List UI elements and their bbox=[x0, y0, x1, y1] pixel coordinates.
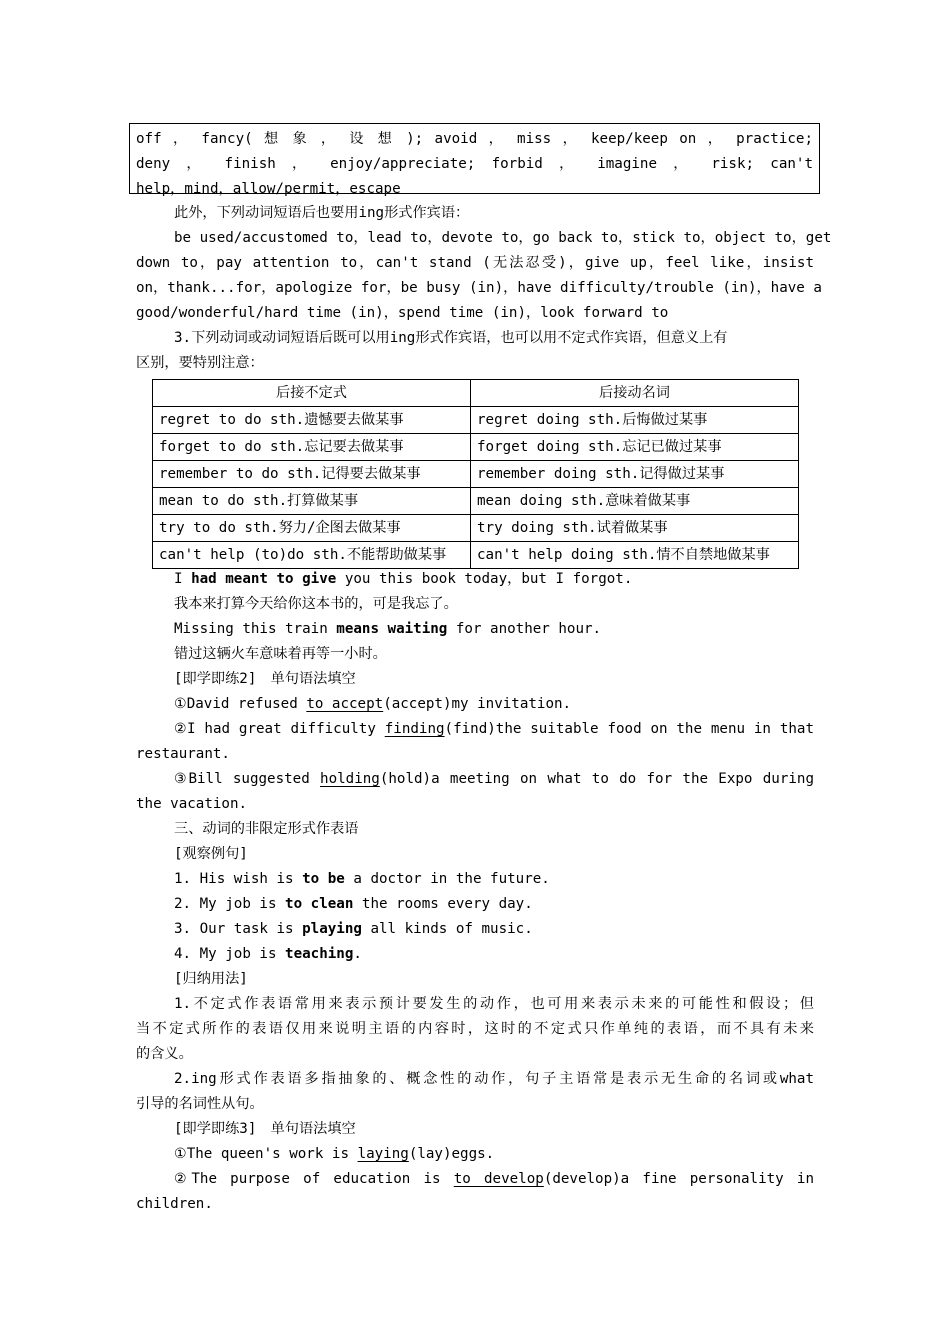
example-sentence: I had meant to give you this book today，but I forgot. bbox=[174, 571, 633, 587]
verb-list-box bbox=[129, 123, 820, 197]
verb-list-line: off ， fancy( 想 象 ， 设 想 ); avoid ， miss ， keep/keep on ， practice; bbox=[136, 131, 813, 147]
example-translation: 我本来打算今天给你这本书的，可是我忘了。 bbox=[174, 596, 458, 612]
table-cell: forget doing sth.忘记已做过某事 bbox=[471, 434, 799, 461]
table-cell: regret to do sth.遗憾要去做某事 bbox=[153, 407, 471, 434]
table-row bbox=[153, 461, 799, 488]
usage-line: 的含义。 bbox=[136, 1046, 193, 1062]
observe-sentence: 3. Our task is playing all kinds of music. bbox=[174, 921, 533, 937]
table-cell: can't help (to)do sth.不能帮助做某事 bbox=[153, 542, 471, 569]
section-3-title: 三、动词的非限定形式作表语 bbox=[174, 821, 359, 837]
verb-list-line: help，mind，allow/permit，escape bbox=[136, 181, 401, 197]
answer-blank: to accept bbox=[306, 696, 384, 712]
observe-sentence: 4. My job is teaching. bbox=[174, 946, 362, 962]
example-sentence: Missing this train means waiting for another hour. bbox=[174, 621, 602, 637]
usage-line: 当不定式所作的表语仅用来说明主语的内容时，这时的不定式只作单纯的表语，而不具有未来 bbox=[136, 1021, 814, 1037]
table-cell: mean doing sth.意味着做某事 bbox=[471, 488, 799, 515]
practice-3-title: [即学即练3] 单句语法填空 bbox=[174, 1121, 356, 1137]
practice-question: ②The purpose of education is to develop(develop)a fine personality in bbox=[174, 1171, 814, 1187]
table-cell: can't help doing sth.情不自禁地做某事 bbox=[471, 542, 799, 569]
answer-blank: to develop bbox=[453, 1171, 544, 1187]
phrase-line: be used/accustomed to，lead to，devote to，go back to，stick to，object to，get bbox=[174, 230, 832, 246]
practice-question-cont: restaurant. bbox=[136, 746, 230, 762]
phrases-intro: 此外，下列动词短语后也要用ing形式作宾语： bbox=[174, 205, 470, 221]
phrase-line: on，thank...for，apologize for，be busy (in)，have difficulty/trouble (in)，have a bbox=[136, 280, 822, 296]
table-row bbox=[153, 434, 799, 461]
table-cell: remember to do sth.记得要去做某事 bbox=[153, 461, 471, 488]
phrase-line: good/wonderful/hard time (in)，spend time (in)，look forward to bbox=[136, 305, 669, 321]
point-3-line: 3.下列动词或动词短语后既可以用ing形式作宾语，也可以用不定式作宾语，但意义上有 bbox=[174, 330, 728, 346]
table-header: 后接动名词 bbox=[471, 380, 799, 407]
practice-question: ②I had great difficulty finding(find)the suitable food on the menu in that bbox=[174, 721, 814, 737]
table-cell: forget to do sth.忘记要去做某事 bbox=[153, 434, 471, 461]
example-translation: 错过这辆火车意味着再等一小时。 bbox=[174, 646, 387, 662]
answer-blank: finding bbox=[384, 721, 445, 737]
answer-blank: laying bbox=[357, 1146, 409, 1162]
infinitive-gerund-table bbox=[152, 379, 799, 569]
usage-line: 引导的名词性从句。 bbox=[136, 1096, 264, 1112]
practice-question: ①David refused to accept(accept)my invitation. bbox=[174, 696, 572, 712]
table-cell: regret doing sth.后悔做过某事 bbox=[471, 407, 799, 434]
verb-list-line: deny ， finish ， enjoy/appreciate; forbid ， imagine ， risk; can't bbox=[136, 156, 813, 172]
summary-heading: [归纳用法] bbox=[174, 971, 248, 987]
table-header: 后接不定式 bbox=[153, 380, 471, 407]
table-row bbox=[153, 407, 799, 434]
practice-question-cont: the vacation. bbox=[136, 796, 248, 812]
usage-line: 2.ing形式作表语多指抽象的、概念性的动作，句子主语常是表示无生命的名词或what bbox=[174, 1071, 814, 1087]
phrase-line: down to，pay attention to，can't stand (无法忍受)，give up，feel like，insist bbox=[136, 255, 814, 271]
practice-question-cont: children. bbox=[136, 1196, 213, 1212]
usage-line: 1.不定式作表语常用来表示预计要发生的动作，也可用来表示未来的可能性和假设；但 bbox=[174, 996, 814, 1012]
table-cell: mean to do sth.打算做某事 bbox=[153, 488, 471, 515]
observe-sentence: 1. His wish is to be a doctor in the future. bbox=[174, 871, 550, 887]
table-cell: try doing sth.试着做某事 bbox=[471, 515, 799, 542]
table-row bbox=[153, 542, 799, 569]
table-row bbox=[153, 515, 799, 542]
table-cell: try to do sth.努力/企图去做某事 bbox=[153, 515, 471, 542]
practice-question: ①The queen's work is laying(lay)eggs. bbox=[174, 1146, 495, 1162]
table-row bbox=[153, 488, 799, 515]
observe-heading: [观察例句] bbox=[174, 846, 248, 862]
practice-question: ③Bill suggested holding(hold)a meeting on what to do for the Expo during bbox=[174, 771, 814, 787]
observe-sentence: 2. My job is to clean the rooms every day. bbox=[174, 896, 533, 912]
practice-2-title: [即学即练2] 单句语法填空 bbox=[174, 671, 356, 687]
table-header-row bbox=[153, 380, 799, 407]
point-3-line: 区别，要特别注意： bbox=[136, 355, 264, 371]
table-cell: remember doing sth.记得做过某事 bbox=[471, 461, 799, 488]
answer-blank: holding bbox=[320, 771, 380, 787]
